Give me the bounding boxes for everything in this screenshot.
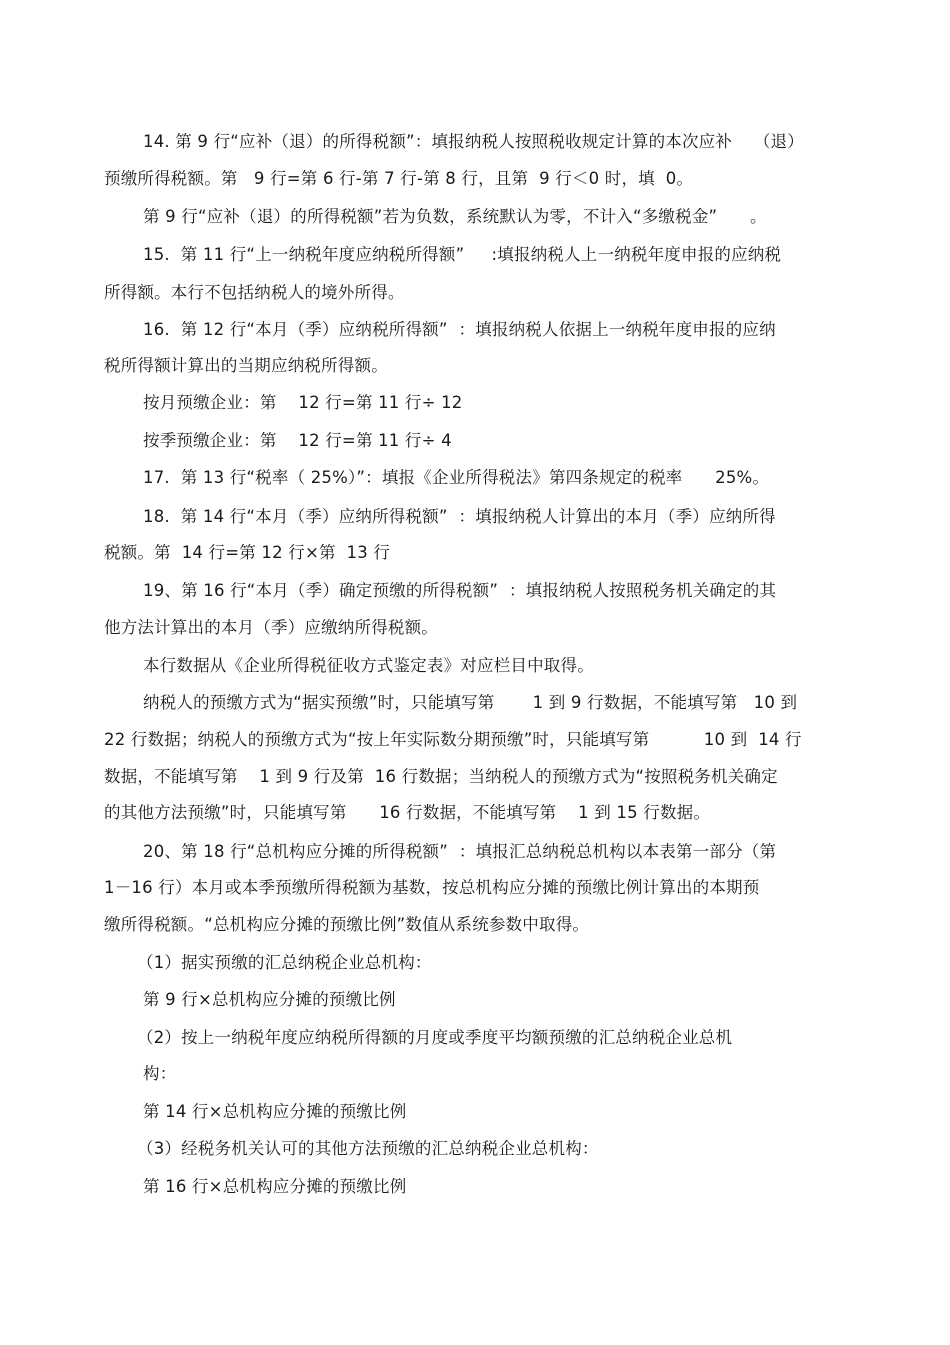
text-line: 税额。第 14 行=第 12 行×第 13 行 — [104, 543, 391, 562]
text-line: 纳税人的预缴方式为“据实预缴”时，只能填写第 1 到 9 行数据，不能填写第 10 到 — [143, 693, 798, 712]
text-line: 按季预缴企业：第 12 行=第 11 行÷ 4 — [143, 431, 452, 450]
text-line: 17. 第 13 行“税率（ 25%）”：填报《企业所得税法》第四条规定的税率 25%。 — [143, 468, 770, 487]
text-line: 22 行数据；纳税人的预缴方式为“按上年实际数分期预缴”时，只能填写第 10 到 14 行 — [104, 730, 802, 749]
text-line: 的其他方法预缴”时，只能填写第 16 行数据，不能填写第 1 到 15 行数据。 — [104, 803, 711, 822]
text-line: 按月预缴企业：第 12 行=第 11 行÷ 12 — [143, 393, 463, 412]
text-line: 他方法计算出的本月（季）应缴纳所得税额。 — [104, 618, 438, 637]
text-line: 20、第 18 行“总机构应分摊的所得税额” ：填报汇总纳税总机构以本表第一部分（第 — [143, 842, 777, 861]
text-line: （3）经税务机关认可的其他方法预缴的汇总纳税企业总机构： — [137, 1139, 599, 1158]
text-line: 税所得额计算出的当期应纳税所得额。 — [104, 356, 388, 375]
text-line: 18. 第 14 行“本月（季）应纳所得税额” ：填报纳税人计算出的本月（季）应纳所得 — [143, 507, 776, 526]
text-line: 第 14 行×总机构应分摊的预缴比例 — [143, 1102, 407, 1121]
text-line: 构： — [143, 1064, 177, 1083]
text-line: 第 16 行×总机构应分摊的预缴比例 — [143, 1177, 407, 1196]
text-line: 本行数据从《企业所得税征收方式鉴定表》对应栏目中取得。 — [143, 656, 594, 675]
text-line: （1）据实预缴的汇总纳税企业总机构： — [137, 953, 432, 972]
text-line: 数据，不能填写第 1 到 9 行及第 16 行数据；当纳税人的预缴方式为“按照税务机关确定 — [104, 767, 778, 786]
text-line: 16. 第 12 行“本月（季）应纳税所得额” ：填报纳税人依据上一纳税年度申报的应纳 — [143, 320, 776, 339]
text-line: 缴所得税额。“总机构应分摊的预缴比例”数值从系统参数中取得。 — [104, 915, 590, 934]
text-line: 19、第 16 行“本月（季）确定预缴的所得税额” ：填报纳税人按照税务机关确定的其 — [143, 581, 777, 600]
text-line: 第 9 行×总机构应分摊的预缴比例 — [143, 990, 396, 1009]
text-line: 14. 第 9 行“应补（退）的所得税额”：填报纳税人按照税收规定计算的本次应补 （退） — [143, 132, 804, 151]
text-line: 1－16 行）本月或本季预缴所得税额为基数，按总机构应分摊的预缴比例计算出的本期预 — [104, 878, 760, 897]
text-line: 15. 第 11 行“上一纳税年度应纳税所得额” :填报纳税人上一纳税年度申报的应纳税 — [143, 245, 782, 264]
text-line: 第 9 行“应补（退）的所得税额”若为负数，系统默认为零，不计入“多缴税金” 。 — [143, 207, 767, 226]
text-line: 所得额。本行不包括纳税人的境外所得。 — [104, 283, 405, 302]
text-line: 预缴所得税额。第 9 行=第 6 行-第 7 行-第 8 行，且第 9 行＜0 时，填 0。 — [104, 169, 694, 188]
text-line: （2）按上一纳税年度应纳税所得额的月度或季度平均额预缴的汇总纳税企业总机 — [137, 1028, 733, 1047]
